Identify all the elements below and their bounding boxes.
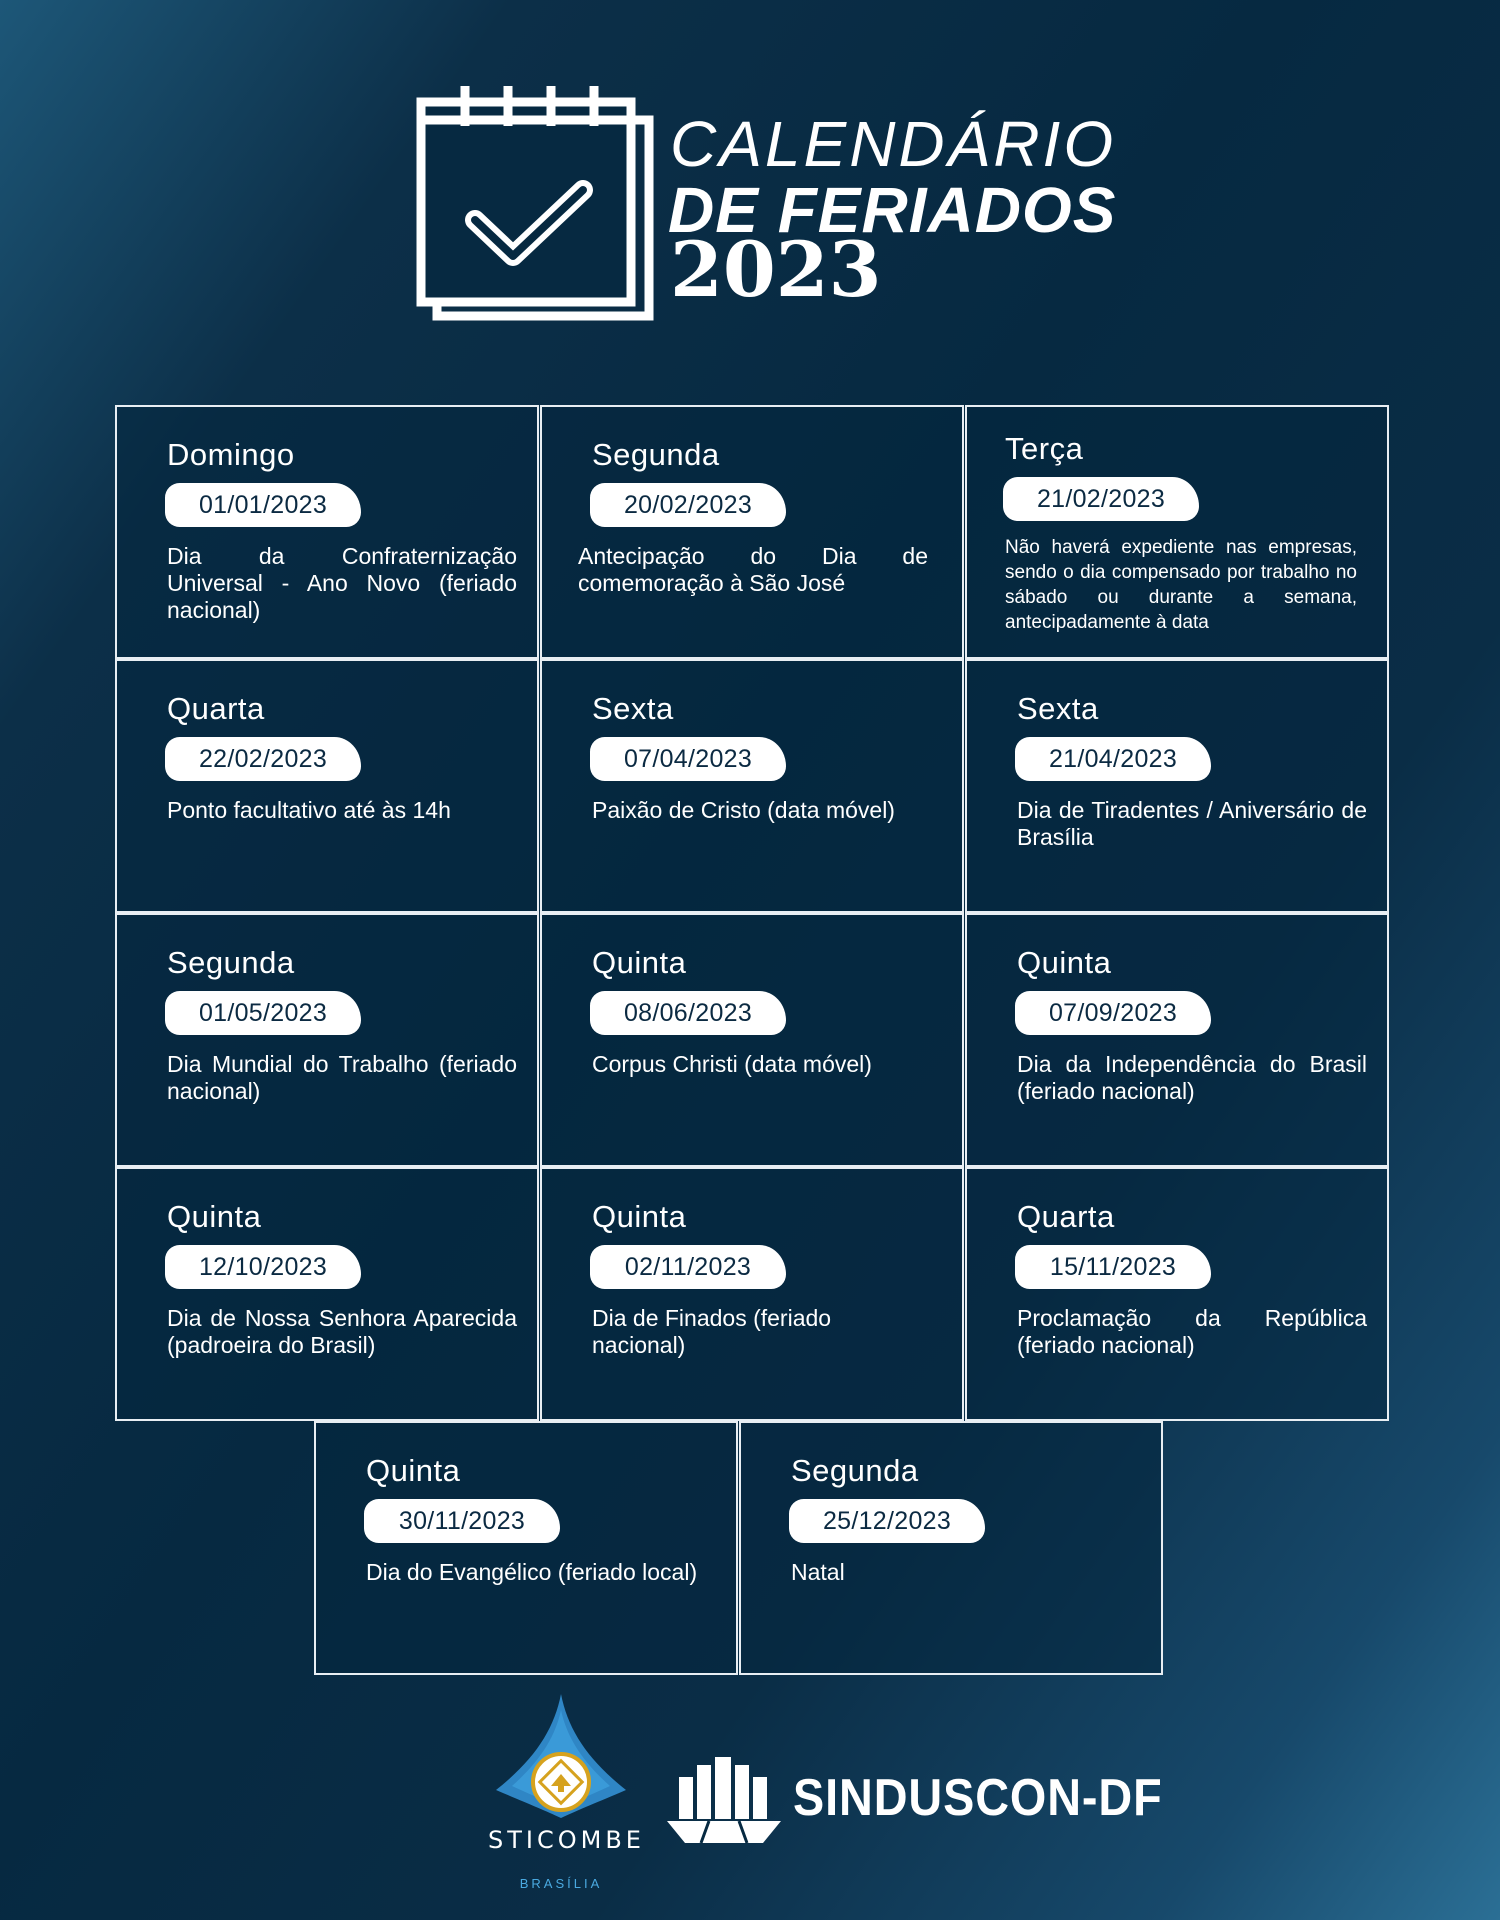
holiday-card xyxy=(540,405,964,659)
weekday: Quinta xyxy=(592,1199,687,1234)
holiday-description: Paixão de Cristo (data móvel) xyxy=(592,797,895,823)
date-pill xyxy=(1015,737,1211,781)
holiday-description: Natal xyxy=(791,1559,845,1585)
holiday-description: Dia da Independência do Brasil (feriado nacional) xyxy=(1017,1051,1367,1104)
date: 07/04/2023 xyxy=(623,745,753,773)
holiday-description: Ponto facultativo até às 14h xyxy=(167,797,451,823)
date: 15/11/2023 xyxy=(1049,1253,1177,1281)
holiday-card xyxy=(540,659,964,913)
weekday: Terça xyxy=(1005,431,1084,466)
holiday-card xyxy=(115,913,539,1167)
sticombe-city: BRASÍLIA xyxy=(519,1876,603,1891)
holiday-card xyxy=(115,405,539,659)
weekday: Quinta xyxy=(167,1199,262,1234)
holiday-card xyxy=(540,1167,964,1421)
date-pill xyxy=(590,1245,786,1289)
holiday-card xyxy=(540,913,964,1167)
weekday: Segunda xyxy=(167,945,295,980)
holiday-description: Dia de Nossa Senhora Aparecida (padroeira do Brasil) xyxy=(167,1305,517,1358)
holiday-card xyxy=(739,1421,1163,1675)
holiday-card xyxy=(965,405,1389,659)
date: 25/12/2023 xyxy=(822,1507,952,1535)
holiday-description: Corpus Christi (data móvel) xyxy=(592,1051,872,1077)
date: 21/02/2023 xyxy=(1036,485,1166,513)
weekday: Quinta xyxy=(1017,945,1112,980)
date: 22/02/2023 xyxy=(198,745,328,773)
date-pill xyxy=(165,991,361,1035)
title-line-1: CALENDÁRIO xyxy=(670,108,1117,180)
title-year: 2023 xyxy=(670,225,882,314)
weekday: Segunda xyxy=(592,437,720,472)
weekday: Quarta xyxy=(1017,1199,1115,1234)
date: 07/09/2023 xyxy=(1048,999,1178,1027)
date: 12/10/2023 xyxy=(198,1253,328,1281)
holiday-description: Não haverá expediente nas empresas, sendo o dia compensado por trabalho no sábado ou durante a semana, antecipadamente à data xyxy=(1005,537,1357,633)
weekday: Sexta xyxy=(1017,691,1099,726)
holiday-description: Proclamação da República (feriado nacional) xyxy=(1017,1305,1367,1358)
holiday-description: Dia do Evangélico (feriado local) xyxy=(366,1559,698,1585)
date: 08/06/2023 xyxy=(623,999,753,1027)
holiday-card xyxy=(314,1421,738,1675)
holiday-card xyxy=(115,659,539,913)
weekday: Domingo xyxy=(167,437,295,472)
sticombe-emblem-icon xyxy=(488,1690,634,1830)
holiday-description: Dia da Confraternização Universal - Ano Novo (feriado nacional) xyxy=(167,543,517,623)
holiday-description: Dia de Tiradentes / Aniversário de Brasília xyxy=(1017,797,1367,850)
holiday-description: Dia Mundial do Trabalho (feriado nacional) xyxy=(167,1051,517,1104)
weekday: Sexta xyxy=(592,691,674,726)
date-pill xyxy=(590,737,786,781)
date: 21/04/2023 xyxy=(1048,745,1178,773)
holiday-description: Dia de Finados (feriado nacional) xyxy=(592,1305,832,1358)
date-pill xyxy=(1015,1245,1211,1289)
sticombe-name: STICOMBE xyxy=(488,1826,645,1854)
weekday: Quinta xyxy=(592,945,687,980)
sinduscon-name: SINDUSCON-DF xyxy=(793,1769,1163,1827)
date: 01/05/2023 xyxy=(198,999,328,1027)
date-pill xyxy=(590,991,786,1035)
date-pill xyxy=(165,1245,361,1289)
date-pill xyxy=(590,483,786,527)
sinduscon-building-icon xyxy=(665,1755,783,1845)
holiday-card xyxy=(965,1167,1389,1421)
date: 02/11/2023 xyxy=(624,1253,752,1281)
holiday-card xyxy=(965,659,1389,913)
calendar-check-icon xyxy=(415,80,665,325)
date-pill xyxy=(364,1499,560,1543)
date: 30/11/2023 xyxy=(398,1507,526,1535)
weekday: Quarta xyxy=(167,691,265,726)
date-pill xyxy=(165,737,361,781)
date-pill xyxy=(789,1499,985,1543)
date: 20/02/2023 xyxy=(623,491,753,519)
sticombe-logo xyxy=(488,1690,645,1900)
date-pill xyxy=(165,483,361,527)
date-pill xyxy=(1003,477,1199,521)
holiday-card xyxy=(115,1167,539,1421)
holiday-description: Antecipação do Dia de comemoração à São José xyxy=(578,543,928,596)
holiday-card xyxy=(965,913,1389,1167)
title-line-2: DE FERIADOS xyxy=(668,174,1117,246)
header xyxy=(0,0,1500,360)
weekday: Segunda xyxy=(791,1453,919,1488)
date-pill xyxy=(1015,991,1211,1035)
date: 01/01/2023 xyxy=(198,491,328,519)
weekday: Quinta xyxy=(366,1453,461,1488)
